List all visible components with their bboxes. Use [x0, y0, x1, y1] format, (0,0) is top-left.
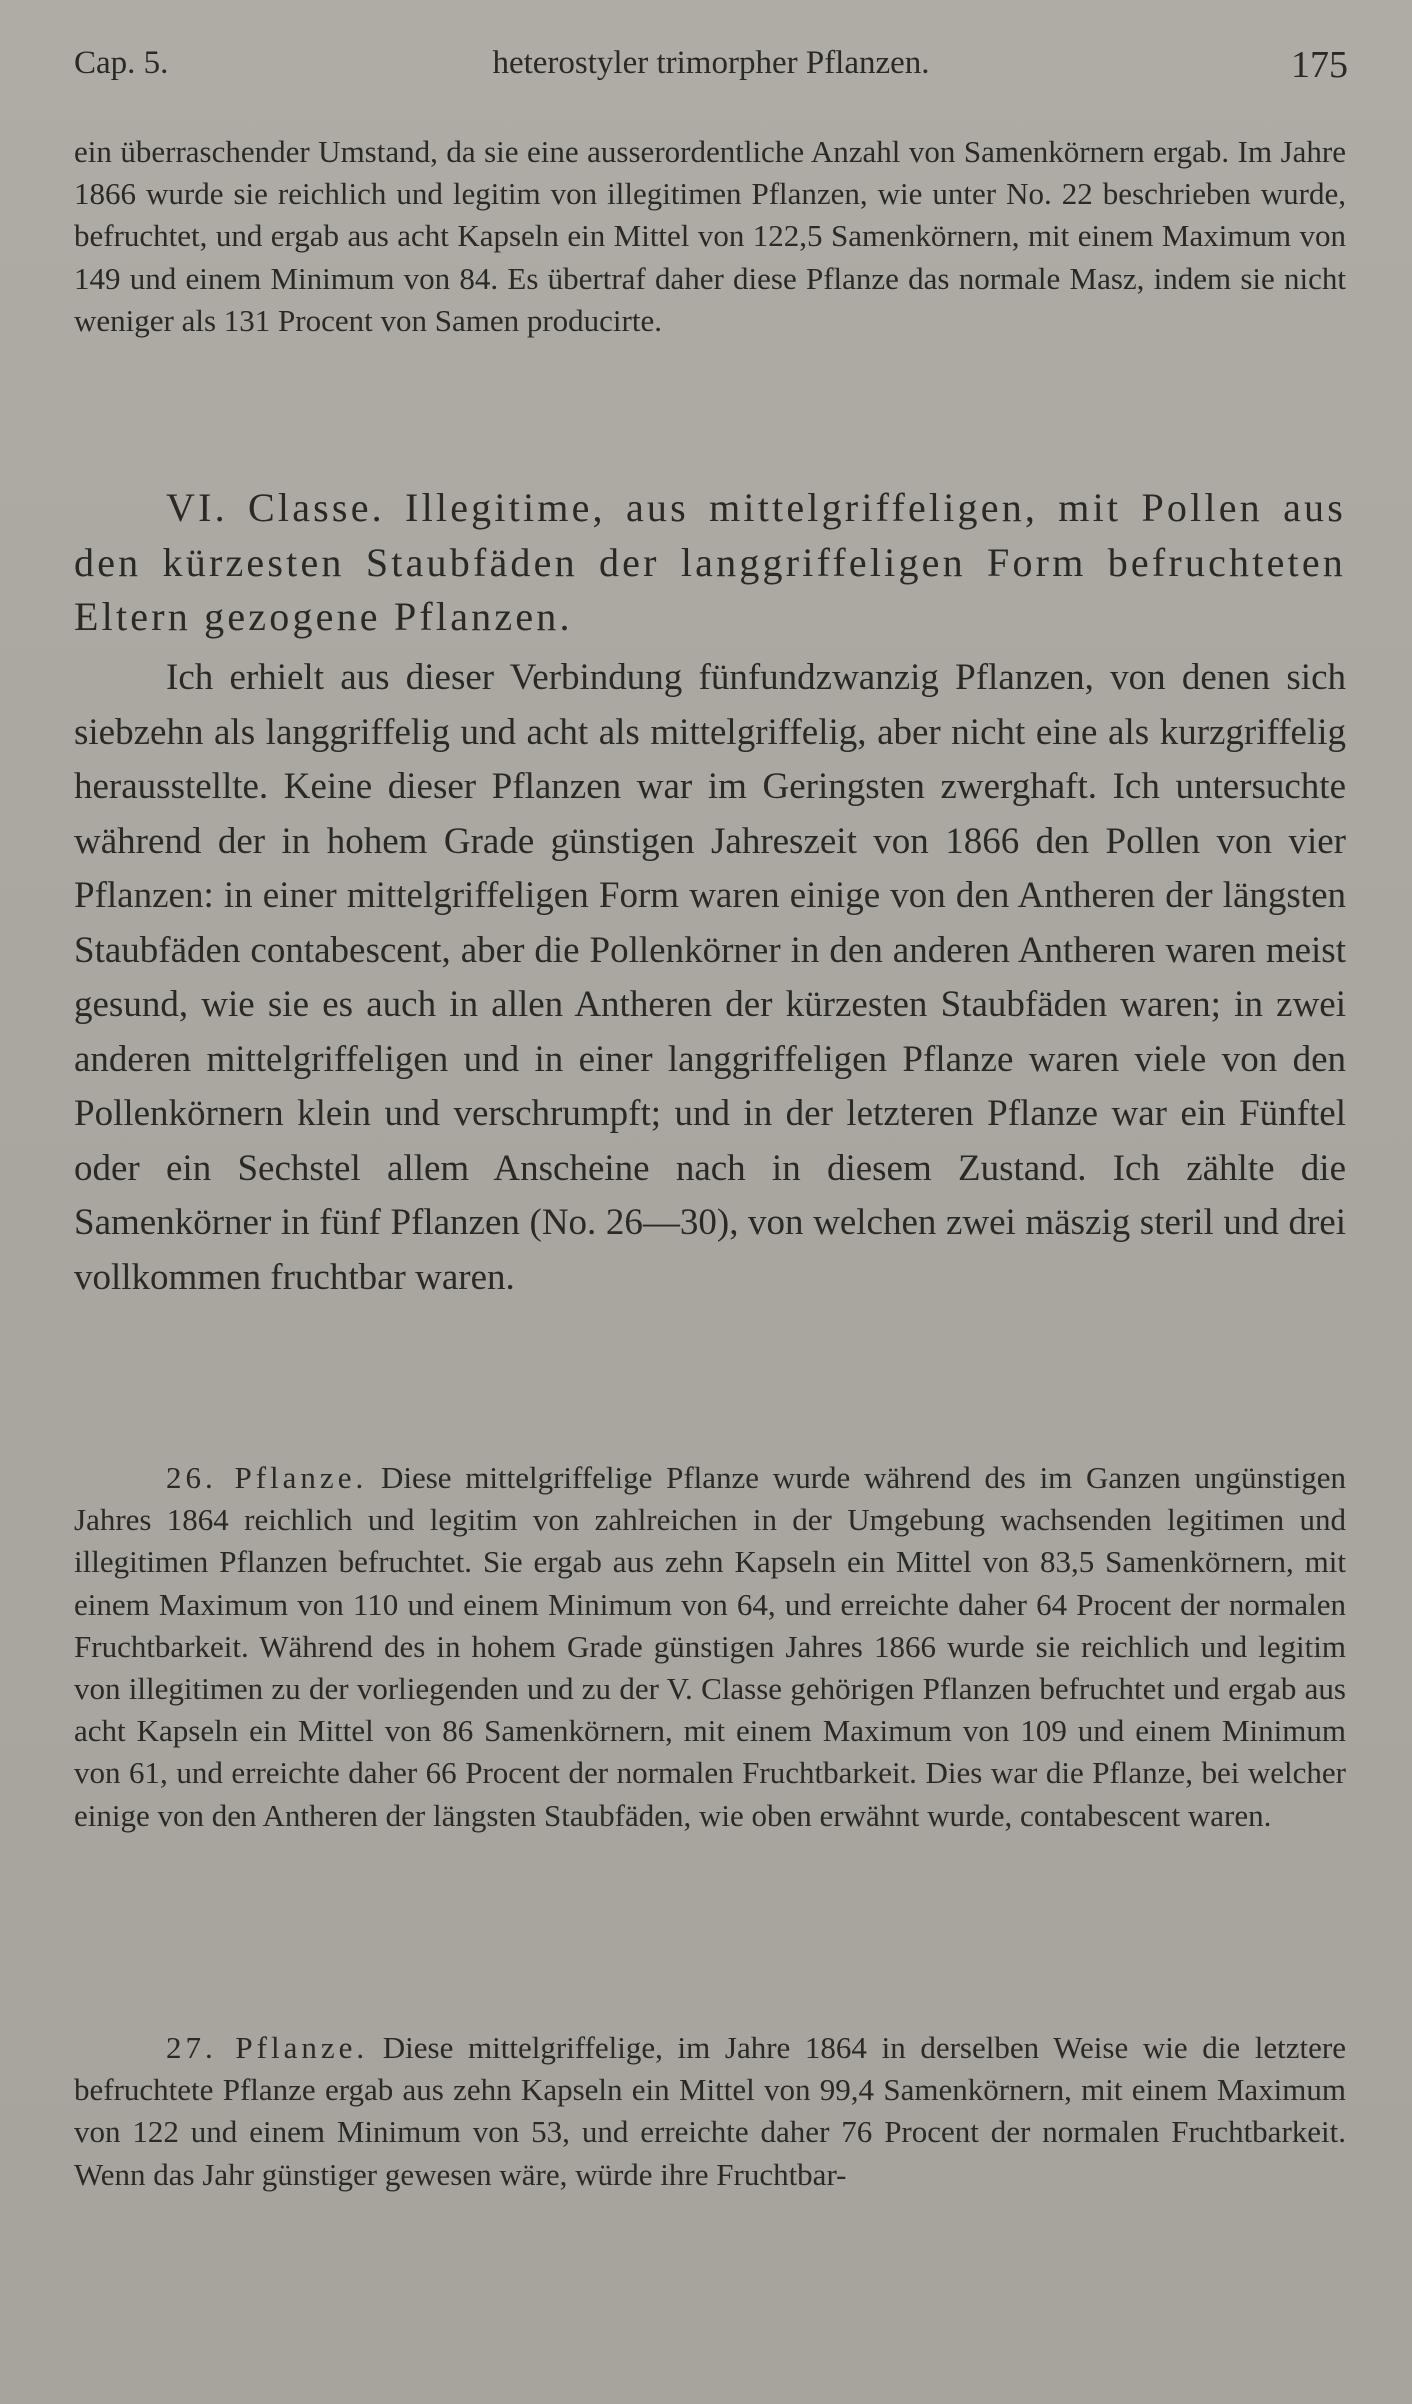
plant-27-paragraph [74, 2027, 1346, 2196]
page-number: 175 [1291, 44, 1348, 86]
plant-26-label: 26. Pflanze. [166, 1460, 368, 1495]
section-heading: VI. Classe. Illegitime, aus mittelgriffeligen, mit Pollen aus den kürzesten Staubfäden der langgriffeligen Form befruchteten Eltern gezogene Pflanzen. [74, 485, 1346, 639]
plant-26-text: Diese mittelgriffelige Pflanze wurde während des im Ganzen ungünstigen Jahres 1864 reichlich und legitim von zahlreichen in der Umgebung wachsenden legitimen und illegitimen Pflanzen befruchtet. Sie ergab aus zehn Kapseln ein Mittel von 83,5 Samenkörnern, mit einem Maximum von 110 und einem Minimum von 64, und erreichte daher 64 Procent der normalen Fruchtbarkeit. Während des in hohem Grade günstigen Jahres 1866 wurde sie reichlich und legitim von illegitimen zu der vorliegenden und zu der V. Classe gehörigen Pflanzen befruchtet und ergab aus acht Kapseln ein Mittel von 86 Samenkörnern, mit einem Maximum von 109 und einem Minimum von 61, und erreichte daher 66 Procent der normalen Fruchtbarkeit. Dies war die Pflanze, bei welcher einige von den Antheren der längsten Staubfäden, wie oben erwähnt wurde, contabescent waren. [74, 1460, 1346, 1833]
plant-27-label: 27. Pflanze. [166, 2030, 369, 2065]
running-header [74, 38, 1348, 88]
plant-27-text: Diese mittelgriffelige, im Jahre 1864 in derselben Weise wie die letztere befruchtete Pflanze ergab aus zehn Kapseln ein Mittel von 99,4 Samenkörnern, mit einem Maximum von 122 und einem Minimum von 53, und erreichte daher 76 Procent der normalen Fruchtbarkeit. Wenn das Jahr günstiger gewesen wäre, würde ihre Fruchtbar- [74, 2030, 1346, 2192]
plant-26-paragraph [74, 1457, 1346, 1837]
continuation-paragraph: ein überraschender Umstand, da sie eine ausserordentliche Anzahl von Samenkörnern ergab. Im Jahre 1866 wurde sie reichlich und legitim von illegitimen Pflanzen, wie unter No. 22 beschrieben wurde, befruchtet, und ergab aus acht Kapseln ein Mittel von 122,5 Samenkörnern, mit einem Maximum von 149 und einem Minimum von 84. Es übertraf daher diese Pflanze das normale Masz, indem sie nicht weniger als 131 Procent von Samen producirte. [74, 134, 1346, 338]
body-paragraph: Ich erhielt aus dieser Verbindung fünfundzwanzig Pflanzen, von denen sich siebzehn als langgriffelig und acht als mittelgriffelig, aber nicht eine als kurzgriffelig herausstellte. Keine dieser Pflanzen war im Geringsten zwerghaft. Ich untersuchte während der in hohem Grade günstigen Jahreszeit von 1866 den Pollen von vier Pflanzen: in einer mittelgriffeligen Form waren einige von den Antheren der längsten Staubfäden contabescent, aber die Pollenkörner in den anderen Antheren waren meist gesund, wie sie es auch in allen Antheren der kürzesten Staubfäden waren; in zwei anderen mittelgriffeligen und in einer langgriffeligen Pflanze waren viele von den Pollenkörnern klein und verschrumpft; und in der letzteren Pflanze war ein Fünftel oder ein Sechstel allem Anscheine nach in diesem Zustand. Ich zählte die Samenkörner in fünf Pflanzen (No. 26—30), von welchen zwei mäszig steril und drei vollkommen fruchtbar waren. [74, 657, 1346, 1298]
running-title: heterostyler trimorpher Pflanzen. [492, 45, 930, 81]
chapter-label: Cap. 5. [74, 45, 169, 81]
